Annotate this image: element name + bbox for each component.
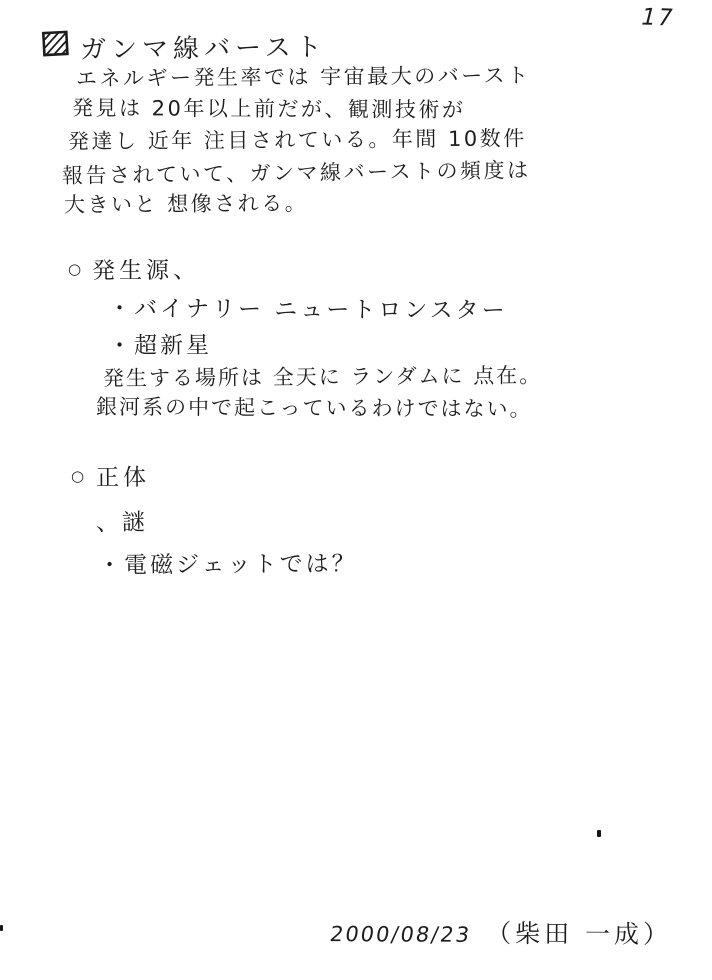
intro-line: エネルギー発生率では 宇宙最大のバースト xyxy=(75,63,531,91)
section-heading: 正体 xyxy=(95,464,151,492)
list-item: ・電磁ジェットでは？ xyxy=(97,551,358,579)
list-item: ・バイナリー ニュートロンスター xyxy=(107,295,508,325)
section-heading: 発生源、 xyxy=(91,257,201,285)
section-note: 銀河系の中で起こっているわけではない。 xyxy=(95,394,533,422)
section-note: 発生する場所は 全天に ランダムに 点在。 xyxy=(102,363,543,391)
page-title: ガンマ線バースト xyxy=(79,32,327,66)
intro-line: 報告されていて、ガンマ線バーストの頻度は xyxy=(61,158,531,188)
section-circle-marker: ○ xyxy=(68,260,82,278)
intro-line: 大きいと 想像される。 xyxy=(63,191,309,217)
list-item: 、謎 xyxy=(95,509,149,537)
author-name: （柴田 一成） xyxy=(486,918,673,949)
intro-line: 発見は 20年以上前だが、観測技術が xyxy=(71,95,466,123)
section-circle-marker: ○ xyxy=(71,467,85,485)
list-item: ・超新星 xyxy=(107,332,213,360)
note-date: 2000/08/23 xyxy=(328,922,473,947)
hatched-square-icon xyxy=(41,29,71,62)
scan-speck xyxy=(597,830,601,837)
scan-speck xyxy=(0,925,3,931)
footer-signature xyxy=(330,913,672,951)
page-number: 17 xyxy=(637,4,678,32)
intro-line: 発達し 近年 注目されている。年間 10数件 xyxy=(67,126,527,154)
